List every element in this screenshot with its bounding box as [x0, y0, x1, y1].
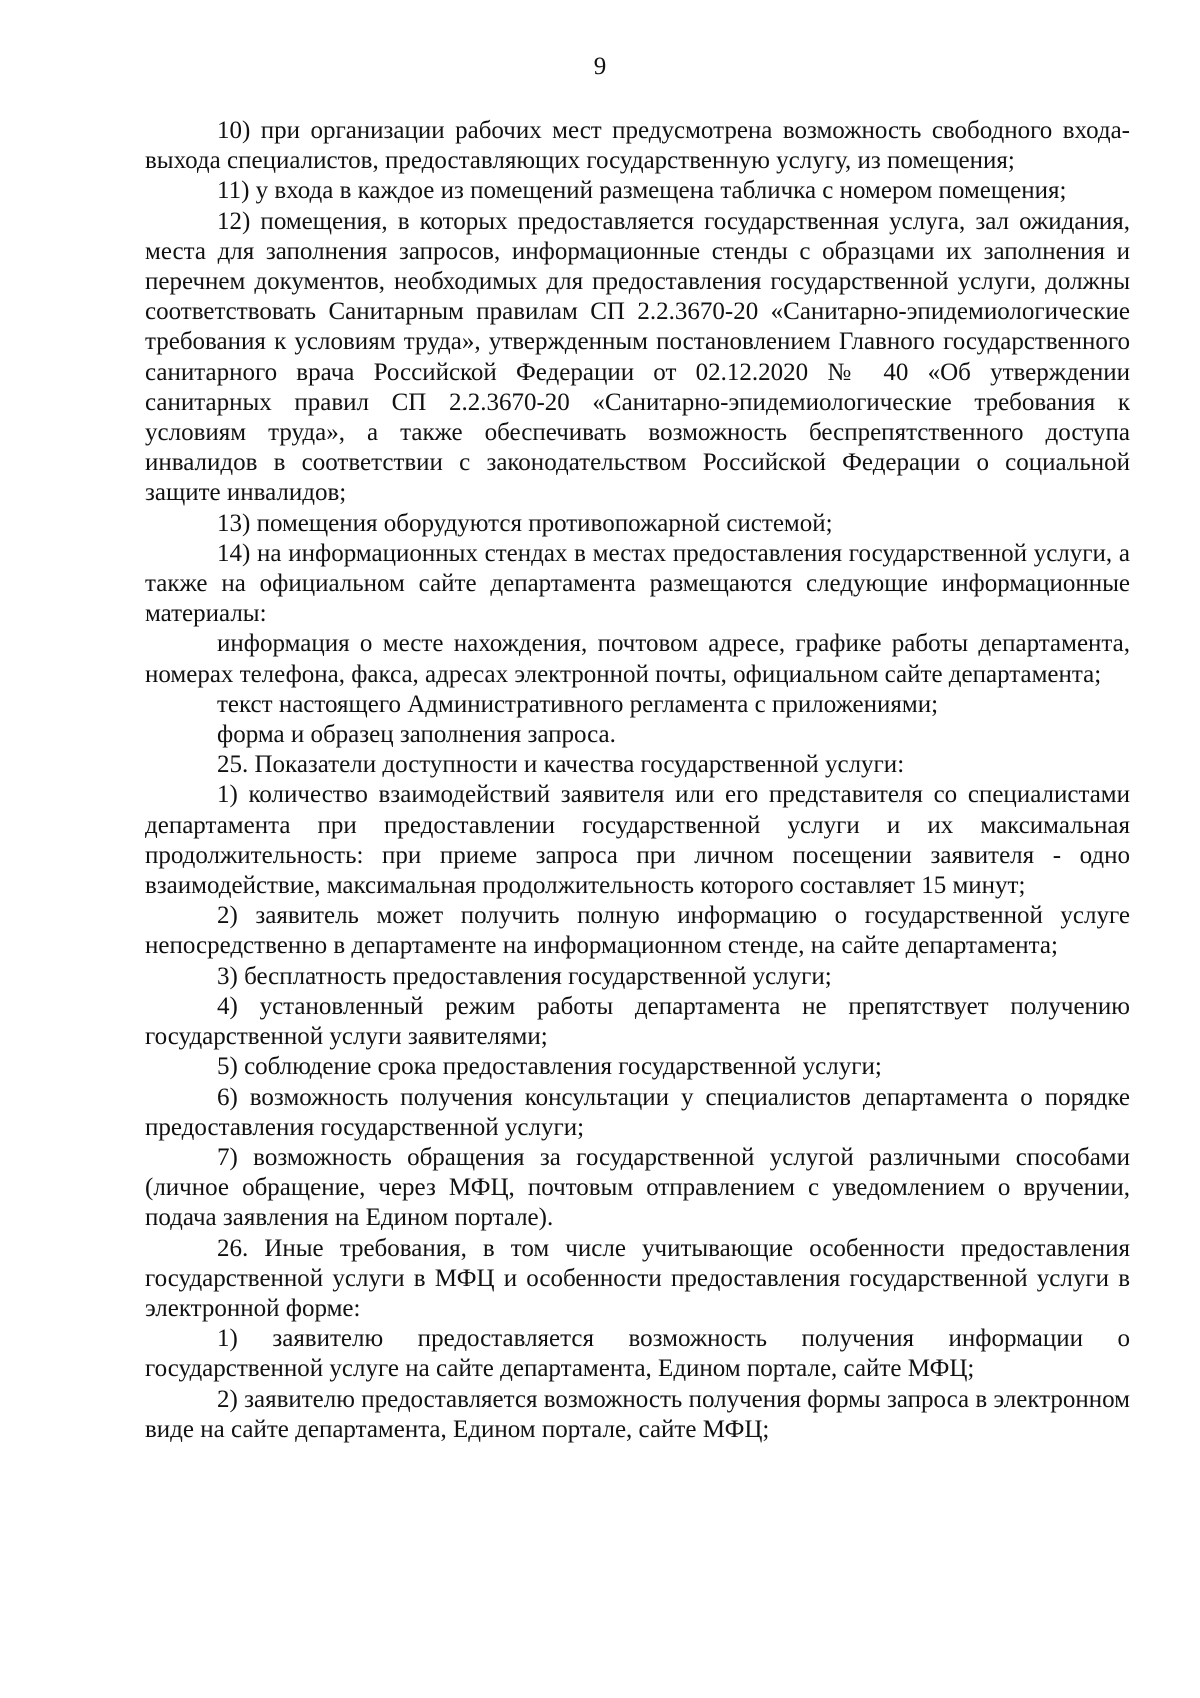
paragraph-info-regulation-text: текст настоящего Административного регламента с приложениями; [217, 690, 939, 718]
paragraph-info-request-form: форма и образец заполнения запроса. [217, 721, 616, 749]
paragraph-item-13: 13) помещения оборудуются противопожарной системой; [217, 509, 833, 537]
section-25-heading: 25. Показатели доступности и качества государственной услуги: [217, 751, 905, 779]
paragraph-item-10: 10) при организации рабочих мест предусмотрена возможность свободного входа-выхода специалистов, предоставляющих государственную услугу, из помещения; [145, 117, 1130, 175]
paragraph-item-12: 12) помещения, в которых предоставляется государственная услуга, зал ожидания, места для заполнения запросов, информационные стенды с образцами их заполнения и перечнем документов, необходимых для предоставления государственной услуги, должны соответствовать Санитарным правилам СП 2.2.3670-20 «Санитарно-эпидемиологические требования к условиям труда», утвержденным постановлением Главного государственного санитарного врача Российской Федерации от 02.12.2020 № 40 «Об утверждении санитарных правил СП 2.2.3670-20 «Санитарно-эпидемиологические требования к условиям труда», а также обеспечивать возможность беспрепятственного доступа инвалидов в соответствии с законодательством Российской Федерации о социальной защите инвалидов; [145, 207, 1130, 507]
paragraph-25-1: 1) количество взаимодействий заявителя или его представителя со специалистами департамента при предоставлении государственной услуги и их максимальная продолжительность: при приеме запроса при личном посещении заявителя - одно взаимодействие, максимальная продолжительность которого составляет 15 минут; [145, 781, 1130, 900]
paragraph-26-1: 1) заявителю предоставляется возможность получения информации о государственной услуге на сайте департамента, Едином портале, сайте МФЦ; [145, 1325, 1130, 1383]
paragraph-item-11: 11) у входа в каждое из помещений размещена табличка с номером помещения; [217, 177, 1067, 205]
paragraph-25-2: 2) заявитель может получить полную информацию о государственной услуге непосредственно в департаменте на информационном стенде, на сайте департамента; [145, 902, 1130, 960]
section-26-heading: 26. Иные требования, в том числе учитывающие особенности предоставления государственной услуги в МФЦ и особенности предоставления государственной услуги в электронной форме: [145, 1234, 1130, 1322]
paragraph-25-4: 4) установленный режим работы департамента не препятствует получению государственной услуги заявителями; [145, 992, 1130, 1051]
paragraph-25-6: 6) возможность получения консультации у специалистов департамента о порядке предоставления государственной услуги; [145, 1083, 1130, 1141]
paragraph-25-3: 3) бесплатность предоставления государственной услуги; [217, 962, 832, 990]
page-number: 9 [593, 53, 607, 80]
paragraph-item-14: 14) на информационных стендах в местах предоставления государственной услуги, а также на официальном сайте департамента размещаются следующие информационные материалы: [145, 539, 1130, 628]
paragraph-25-5: 5) соблюдение срока предоставления государственной услуги; [217, 1053, 882, 1081]
document-body [145, 116, 1130, 1445]
paragraph-25-7: 7) возможность обращения за государственной услугой различными способами (личное обращение, через МФЦ, почтовым отправлением с уведомлением о вручении, подача заявления на Едином портале). [145, 1143, 1130, 1232]
paragraph-info-location: информация о месте нахождения, почтовом адресе, графике работы департамента, номерах телефона, факса, адресах электронной почты, официальном сайте департамента; [145, 630, 1130, 688]
paragraph-26-2: 2) заявителю предоставляется возможность получения формы запроса в электронном виде на сайте департамента, Едином портале, сайте МФЦ; [145, 1385, 1130, 1443]
